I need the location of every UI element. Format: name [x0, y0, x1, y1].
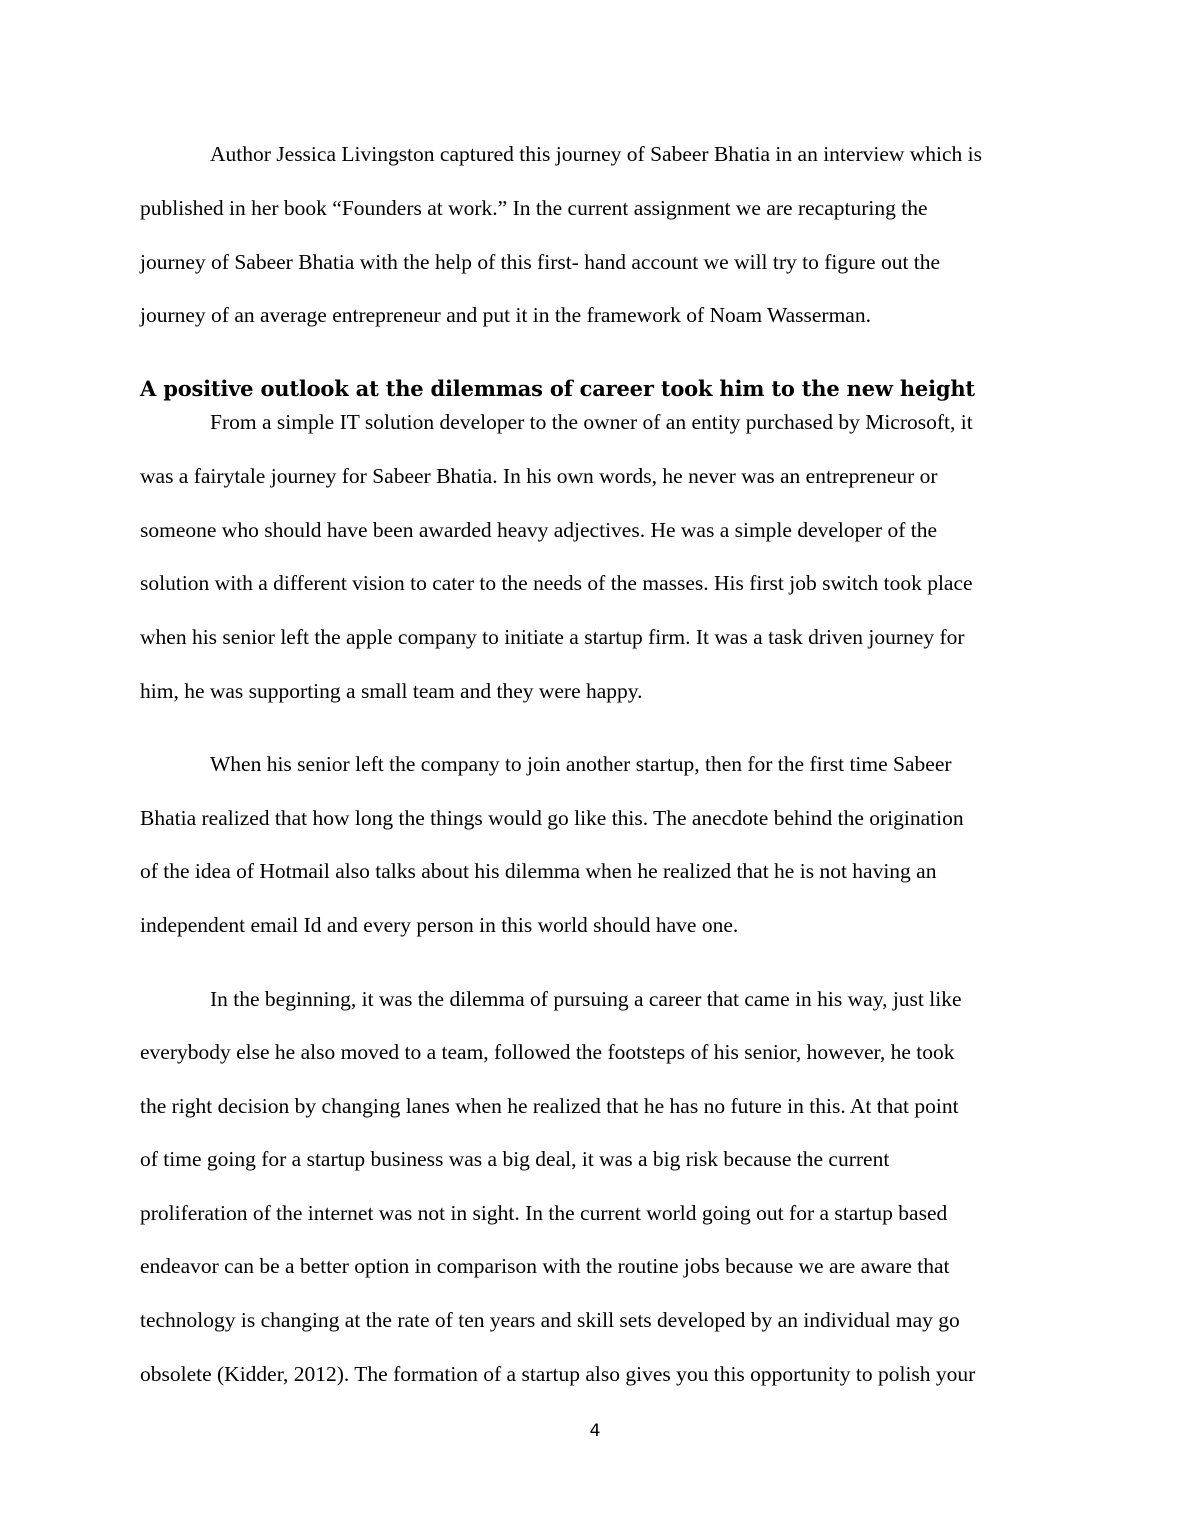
text-line: everybody else he also moved to a team, followed the footsteps of his senior, however, he took	[140, 1040, 955, 1064]
page-number: 4	[589, 1421, 601, 1441]
text-line: someone who should have been awarded heavy adjectives. He was a simple developer of the	[140, 518, 938, 542]
text-line: journey of Sabeer Bhatia with the help of this first- hand account we will try to figure out the	[140, 250, 941, 274]
text-line: of the idea of Hotmail also talks about his dilemma when he realized that he is not having an	[140, 859, 937, 883]
text-line: journey of an average entrepreneur and put it in the framework of Noam Wasserman.	[140, 303, 871, 327]
text-line: when his senior left the apple company to initiate a startup firm. It was a task driven journey for	[140, 625, 965, 649]
text-line: of time going for a startup business was a big deal, it was a big risk because the current	[140, 1147, 890, 1171]
text-line: was a fairytale journey for Sabeer Bhatia. In his own words, he never was an entrepreneur or	[140, 464, 938, 488]
text-line: independent email Id and every person in this world should have one.	[140, 913, 739, 937]
text-line: published in her book “Founders at work.” In the current assignment we are recapturing the	[140, 196, 928, 220]
text-line: Author Jessica Livingston captured this journey of Sabeer Bhatia in an interview which is	[210, 142, 983, 166]
text-line: Bhatia realized that how long the things would go like this. The anecdote behind the origination	[140, 806, 964, 830]
text-line: proliferation of the internet was not in sight. In the current world going out for a startup based	[140, 1201, 948, 1225]
text-line: him, he was supporting a small team and they were happy.	[140, 679, 643, 703]
section-heading: A positive outlook at the dilemmas of career took him to the new height	[140, 376, 975, 401]
text-line: the right decision by changing lanes when he realized that he has no future in this. At that point	[140, 1094, 959, 1118]
text-line: endeavor can be a better option in comparison with the routine jobs because we are aware that	[140, 1254, 950, 1278]
text-line: technology is changing at the rate of ten years and skill sets developed by an individual may go	[140, 1308, 960, 1332]
text-line: solution with a different vision to cater to the needs of the masses. His first job switch took place	[140, 571, 973, 595]
text-line: In the beginning, it was the dilemma of pursuing a career that came in his way, just like	[210, 987, 962, 1011]
text-line: obsolete (Kidder, 2012). The formation of a startup also gives you this opportunity to polish your	[140, 1362, 976, 1386]
text-line: When his senior left the company to join another startup, then for the first time Sabeer	[210, 752, 952, 776]
text-line: From a simple IT solution developer to the owner of an entity purchased by Microsoft, it	[210, 410, 973, 434]
